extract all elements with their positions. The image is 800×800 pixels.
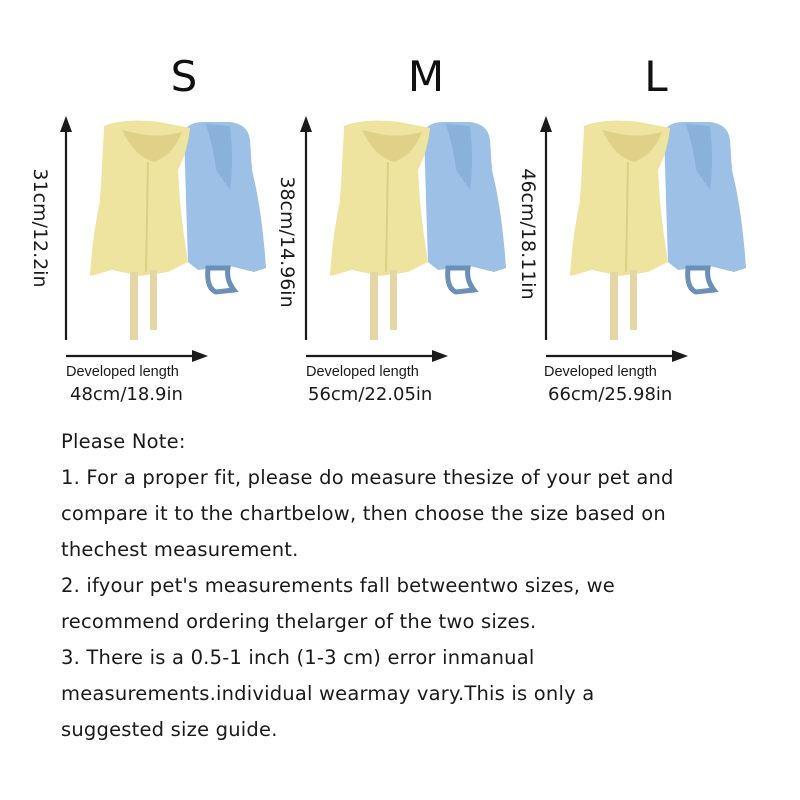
size-letter: S	[170, 52, 198, 101]
length-label: 56cm/22.05in	[308, 384, 433, 405]
height-label: 38cm/14.96in	[276, 176, 298, 308]
note-heading: Please Note:	[61, 430, 186, 453]
note-line: measurements.individual wearmay vary.This is only a	[61, 682, 595, 705]
length-label: 48cm/18.9in	[70, 384, 183, 405]
length-arrow-icon	[270, 0, 510, 420]
developed-length-label: Developed length	[306, 364, 419, 380]
note-line: suggested size guide.	[61, 718, 278, 741]
length-arrow-icon	[510, 0, 750, 420]
size-panel-s	[30, 0, 270, 420]
note-line: 3. There is a 0.5-1 inch (1-3 cm) error inmanual	[61, 646, 535, 669]
note-line: recommend ordering thelarger of the two sizes.	[61, 610, 537, 633]
length-label: 66cm/25.98in	[548, 384, 673, 405]
length-arrow-icon	[30, 0, 270, 420]
note-line: 1. For a proper fit, please do measure thesize of your pet and	[61, 466, 674, 489]
size-letter: L	[644, 52, 668, 101]
note-line: 2. ifyour pet's measurements fall betweentwo sizes, we	[61, 574, 615, 597]
note-line: compare it to the chartbelow, then choose the size based on	[61, 502, 666, 525]
size-letter: M	[407, 52, 445, 101]
size-panel-m	[270, 0, 510, 420]
note-line: thechest measurement.	[61, 538, 299, 561]
height-label: 31cm/12.2in	[29, 168, 51, 288]
developed-length-label: Developed length	[66, 364, 179, 380]
developed-length-label: Developed length	[544, 364, 657, 380]
size-note	[61, 424, 781, 748]
height-label: 46cm/18.11in	[517, 168, 539, 300]
size-panel-l	[510, 0, 750, 420]
